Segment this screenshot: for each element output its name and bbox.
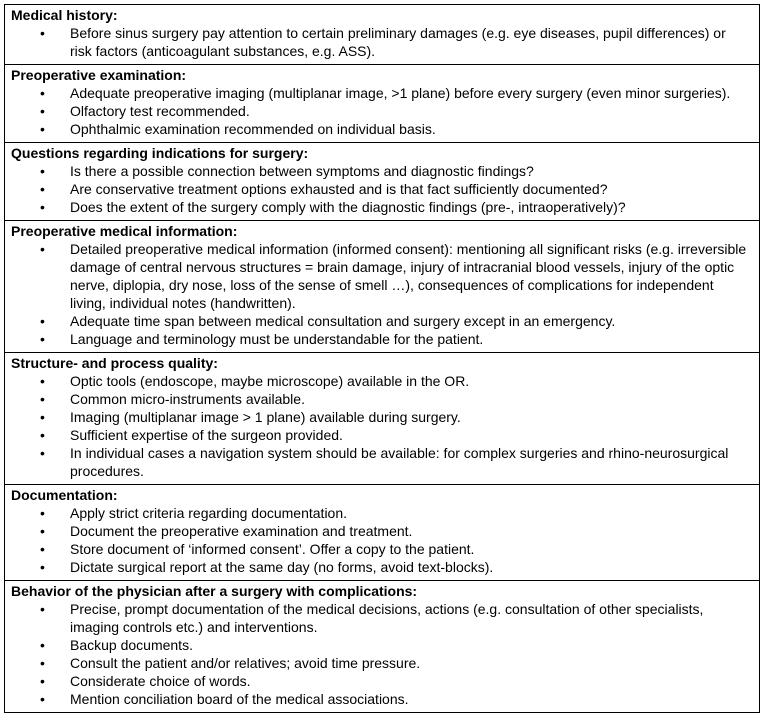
list-item (9, 444, 755, 480)
section-heading: Medical history: (11, 7, 118, 23)
list-item (9, 636, 755, 654)
list-item-text: Precise, prompt documentation of the medical decisions, actions (e.g. consultation of other specialists, imaging controls etc.) and interventions. (70, 601, 704, 635)
list-item (9, 654, 755, 672)
bullet-list (9, 162, 755, 216)
bullet-icon: • (40, 559, 45, 575)
list-item (9, 672, 755, 690)
bullet-list (9, 24, 755, 60)
bullet-icon: • (40, 373, 45, 389)
list-item (9, 504, 755, 522)
list-item-text: Dictate surgical report at the same day (no forms, avoid text-blocks). (70, 559, 494, 575)
section (5, 142, 759, 220)
list-item-text: Backup documents. (70, 637, 193, 653)
list-item-text: Consult the patient and/or relatives; avoid time pressure. (70, 655, 421, 671)
bullet-icon: • (40, 523, 45, 539)
list-item-text: Store document of ‘informed consent’. Offer a copy to the patient. (70, 541, 475, 557)
list-item-text: Does the extent of the surgery comply with the diagnostic findings (pre-, intraoperatively)? (70, 199, 626, 215)
list-item (9, 24, 755, 60)
list-item (9, 312, 755, 330)
bullet-icon: • (40, 691, 45, 707)
list-item-text: Document the preoperative examination and treatment. (70, 523, 413, 539)
section-heading: Preoperative medical information: (11, 223, 238, 239)
bullet-list (9, 84, 755, 138)
bullet-icon: • (40, 445, 45, 461)
recommendations-table (4, 4, 760, 713)
section (5, 352, 759, 484)
bullet-icon: • (40, 181, 45, 197)
bullet-icon: • (40, 409, 45, 425)
list-item (9, 600, 755, 636)
list-item-text: Before sinus surgery pay attention to certain preliminary damages (e.g. eye diseases, pupil differences) or risk factors (anticoagulant substances, e.g. ASS). (70, 25, 726, 59)
list-item-text: Common micro-instruments available. (70, 391, 305, 407)
bullet-icon: • (40, 199, 45, 215)
list-item (9, 180, 755, 198)
bullet-icon: • (40, 673, 45, 689)
list-item-text: Considerate choice of words. (70, 673, 251, 689)
section (5, 5, 759, 64)
list-item (9, 522, 755, 540)
bullet-icon: • (40, 163, 45, 179)
list-item (9, 330, 755, 348)
list-item-text: Imaging (multiplanar image > 1 plane) available during surgery. (70, 409, 461, 425)
section (5, 580, 759, 712)
list-item (9, 426, 755, 444)
bullet-icon: • (40, 655, 45, 671)
bullet-list (9, 600, 755, 708)
list-item-text: Is there a possible connection between symptoms and diagnostic findings? (70, 163, 534, 179)
list-item (9, 540, 755, 558)
bullet-icon: • (40, 427, 45, 443)
list-item-text: Ophthalmic examination recommended on individual basis. (70, 121, 436, 137)
bullet-icon: • (40, 85, 45, 101)
list-item (9, 198, 755, 216)
list-item (9, 162, 755, 180)
list-item-text: Adequate time span between medical consultation and surgery except in an emergency. (70, 313, 616, 329)
section-heading: Documentation: (11, 487, 118, 503)
list-item (9, 102, 755, 120)
list-item (9, 372, 755, 390)
bullet-icon: • (40, 121, 45, 137)
bullet-list (9, 504, 755, 576)
bullet-list (9, 372, 755, 480)
section-heading: Questions regarding indications for surgery: (11, 145, 309, 161)
list-item-text: In individual cases a navigation system should be available: for complex surgeries and rhino-neurosurgical procedures. (70, 445, 729, 479)
section (5, 64, 759, 142)
list-item-text: Language and terminology must be understandable for the patient. (70, 331, 484, 347)
list-item-text: Apply strict criteria regarding documentation. (70, 505, 348, 521)
section-heading: Behavior of the physician after a surgery with complications: (11, 583, 418, 599)
list-item-text: Sufficient expertise of the surgeon provided. (70, 427, 343, 443)
list-item (9, 408, 755, 426)
list-item (9, 84, 755, 102)
list-item-text: Optic tools (endoscope, maybe microscope) available in the OR. (70, 373, 470, 389)
section-heading: Structure- and process quality: (11, 355, 218, 371)
section (5, 220, 759, 352)
bullet-icon: • (40, 541, 45, 557)
list-item (9, 120, 755, 138)
bullet-icon: • (40, 331, 45, 347)
list-item-text: Mention conciliation board of the medical associations. (70, 691, 409, 707)
section (5, 484, 759, 580)
list-item-text: Adequate preoperative imaging (multiplanar image, >1 plane) before every surgery (even minor surgeries). (70, 85, 731, 101)
bullet-icon: • (40, 505, 45, 521)
list-item (9, 690, 755, 708)
list-item-text: Are conservative treatment options exhausted and is that fact sufficiently documented? (70, 181, 608, 197)
list-item-text: Detailed preoperative medical information (informed consent): mentioning all significant risks (e.g. irreversible damage of central nervous structures = brain damage, injury of intracranial blood vessels, injury of the optic nerve, diplopia, dry nose, loss of the sense of smell …), consequences of complications for independent living, individual notes (handwritten). (70, 241, 747, 311)
bullet-icon: • (40, 637, 45, 653)
bullet-list (9, 240, 755, 348)
list-item (9, 558, 755, 576)
list-item (9, 390, 755, 408)
bullet-icon: • (40, 601, 45, 617)
bullet-icon: • (40, 313, 45, 329)
section-heading: Preoperative examination: (11, 67, 187, 83)
list-item (9, 240, 755, 312)
bullet-icon: • (40, 241, 45, 257)
list-item-text: Olfactory test recommended. (70, 103, 250, 119)
bullet-icon: • (40, 25, 45, 41)
bullet-icon: • (40, 103, 45, 119)
bullet-icon: • (40, 391, 45, 407)
